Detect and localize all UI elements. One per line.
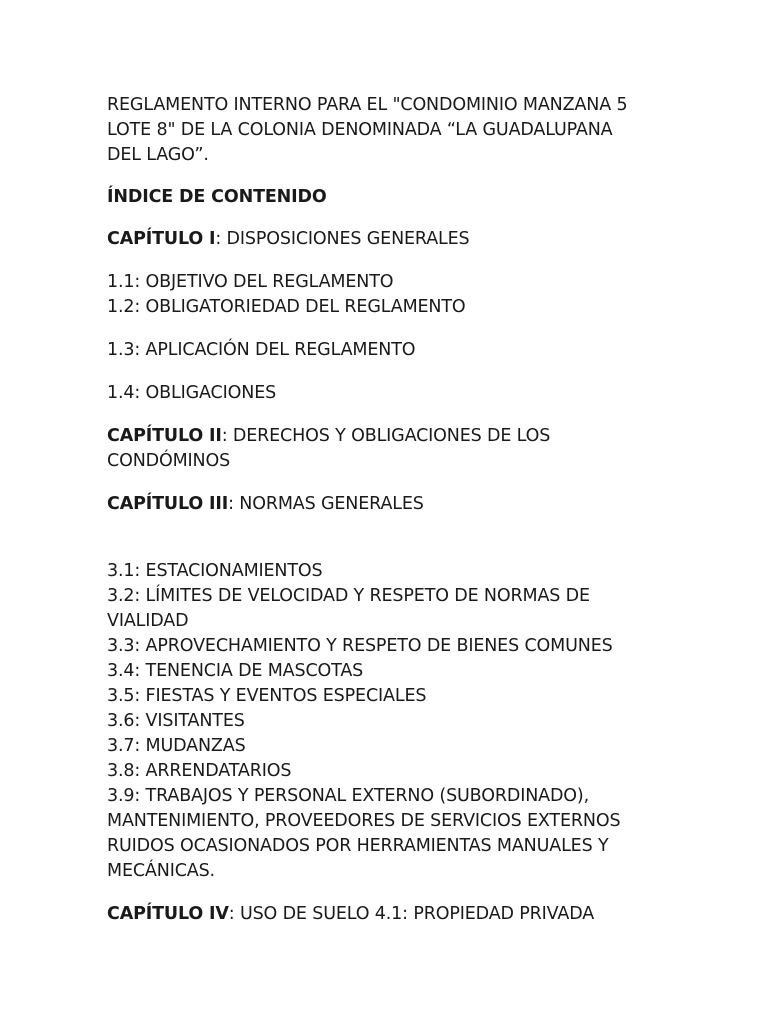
chapter-3-title: : NORMAS GENERALES: [228, 494, 424, 514]
list-item: 3.5: FIESTAS Y EVENTOS ESPECIALES: [107, 686, 427, 706]
list-item: MANTENIMIENTO, PROVEEDORES DE SERVICIOS EXTERNOS: [107, 811, 621, 831]
chapter-4-title: : USO DE SUELO 4.1: PROPIEDAD PRIVADA: [228, 904, 595, 924]
list-item: 1.3: APLICACIÓN DEL REGLAMENTO: [107, 340, 416, 360]
list-item: 3.2: LÍMITES DE VELOCIDAD Y RESPETO DE NORMAS DE: [107, 586, 590, 606]
list-item: 3.7: MUDANZAS: [107, 736, 246, 756]
chapter-3-heading: [107, 492, 707, 517]
chapter-1-label: CAPÍTULO I: [107, 229, 216, 249]
list-item: 1.2: OBLIGATORIEDAD DEL REGLAMENTO: [107, 297, 466, 317]
title-line: LOTE 8" DE LA COLONIA DENOMINADA “LA GUADALUPANA: [107, 120, 613, 140]
list-item: 3.4: TENENCIA DE MASCOTAS: [107, 661, 364, 681]
chapter-2-heading: [107, 424, 707, 474]
document-title: [107, 93, 707, 168]
chapter-1-title: : DISPOSICIONES GENERALES: [215, 229, 470, 249]
list-item: RUIDOS OCASIONADOS POR HERRAMIENTAS MANUALES Y: [107, 836, 609, 856]
list-item: MECÁNICAS.: [107, 861, 215, 881]
document-page: [107, 93, 707, 927]
chapter-2-title: : DERECHOS Y OBLIGACIONES DE LOS: [221, 426, 551, 446]
list-item: 3.3: APROVECHAMIENTO Y RESPETO DE BIENES COMUNES: [107, 636, 613, 656]
chapter-3-label: CAPÍTULO III: [107, 494, 229, 514]
chapter-2-label: CAPÍTULO II: [107, 426, 222, 446]
chapter-1-items-group: [107, 270, 707, 320]
title-line: REGLAMENTO INTERNO PARA EL "CONDOMINIO MANZANA 5: [107, 95, 628, 115]
list-item: 3.9: TRABAJOS Y PERSONAL EXTERNO (SUBORDINADO),: [107, 786, 590, 806]
list-item: 3.8: ARRENDATARIOS: [107, 761, 292, 781]
chapter-3-items: [107, 559, 707, 884]
list-item: 1.4: OBLIGACIONES: [107, 383, 277, 403]
list-item: 3.1: ESTACIONAMIENTOS: [107, 561, 323, 581]
chapter-2-title-cont: CONDÓMINOS: [107, 451, 231, 471]
chapter-1-heading: [107, 227, 707, 252]
list-item: 1.1: OBJETIVO DEL REGLAMENTO: [107, 272, 394, 292]
list-item: VIALIDAD: [107, 611, 189, 631]
index-heading: ÍNDICE DE CONTENIDO: [107, 187, 327, 207]
chapter-4-heading: [107, 902, 707, 927]
title-line: DEL LAGO”.: [107, 145, 209, 165]
chapter-4-label: CAPÍTULO IV: [107, 904, 229, 924]
list-item: 3.6: VISITANTES: [107, 711, 245, 731]
